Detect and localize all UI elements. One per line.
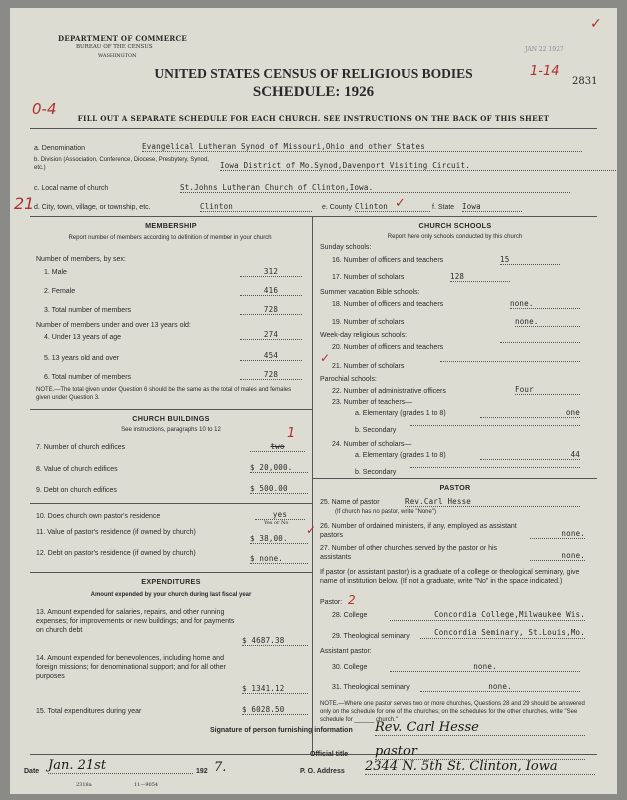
row10-label: 10. Does church own pastor's residence xyxy=(36,513,161,520)
instruction-line: FILL OUT A SEPARATE SCHEDULE FOR EACH CHURCH. SEE INSTRUCTIONS ON THE BACK OF THIS SHEET xyxy=(77,114,550,123)
row21-value xyxy=(440,361,580,362)
row1-value: 312 xyxy=(240,267,302,277)
row29-label: 29. Theological seminary xyxy=(332,633,410,640)
row16-value: 15 xyxy=(500,255,560,265)
year-prefix: 192 xyxy=(196,768,208,775)
city-label: d. City, town, village, or township, etc. xyxy=(34,204,151,211)
row23a-label: a. Elementary (grades 1 to 8) xyxy=(355,410,446,417)
row24a-label: a. Elementary (grades 1 to 8) xyxy=(355,452,446,459)
row23a-value: one xyxy=(480,408,580,418)
county-label: e. County xyxy=(322,204,352,211)
row28-label: 28. College xyxy=(332,612,368,619)
department-name: DEPARTMENT OF COMMERCE xyxy=(58,34,187,43)
schedule-title: SCHEDULE: 1926 xyxy=(252,84,375,100)
form-title: UNITED STATES CENSUS OF RELIGIOUS BODIES xyxy=(154,66,473,81)
row9-label: 9. Debt on church edifices xyxy=(36,487,117,494)
row24b-label: b. Secondary xyxy=(355,469,397,476)
denomination-value: Evangelical Lutheran Synod of Missouri,Ohio and other States xyxy=(142,142,582,152)
city-name: WASHINGTON xyxy=(98,53,137,59)
row31-value: none. xyxy=(420,682,580,692)
row14-value: $ 1341.12 xyxy=(242,684,308,694)
row23b-label: b. Secondary xyxy=(355,427,397,434)
pastor-check-mark: ✓ xyxy=(306,523,317,537)
bureau-name: BUREAU OF THE CENSUS xyxy=(76,44,153,50)
row11-label: 11. Value of pastor's residence (if owned by church) xyxy=(36,529,196,536)
row22-label: 22. Number of administrative officers xyxy=(332,388,446,395)
state-value: Iowa xyxy=(462,202,522,212)
buildings-head: CHURCH BUILDINGS xyxy=(132,414,210,423)
row13-label: 13. Amount expended for salaries, repairs, and other running expenses; for improvements or new buildings; and for payments on church debt xyxy=(36,609,235,634)
schools-head: CHURCH SCHOOLS xyxy=(418,221,492,230)
schools-check-mark: ✓ xyxy=(320,351,331,365)
graduate-note: If pastor (or assistant pastor) is a graduate of a college or theological seminary, give name of institution below. (If not a graduate, write "No" in the space indicated.) xyxy=(320,569,580,585)
row27-label: 27. Number of other churches served by the pastor or his assistants xyxy=(320,545,498,561)
row18-label: 18. Number of officers and teachers xyxy=(332,301,444,308)
row7-label: 7. Number of church edifices xyxy=(36,444,126,451)
row18-value: none. xyxy=(510,299,580,309)
row17-label: 17. Number of scholars xyxy=(332,274,405,281)
row27-value: none. xyxy=(530,551,585,561)
city-value: Clinton xyxy=(200,202,312,212)
membership-note: NOTE.—The total given under Question 6 should be the same as the total of males and females given under Question 3. xyxy=(36,387,292,401)
row24b-value xyxy=(410,467,580,468)
signature-value: Rev. Carl Hesse xyxy=(375,720,585,736)
membership-sub: Report number of members according to definition of member in your church xyxy=(68,235,272,241)
pastor-sublabel: Pastor: xyxy=(320,599,343,606)
pastor-hand-mark: 2 xyxy=(348,593,356,607)
yes-no-hint: Yes or No xyxy=(264,520,289,526)
print-number: 11—9054 xyxy=(134,782,159,788)
year-value: 7. xyxy=(214,760,227,775)
address-value: 2344 N. 5th St. Clinton, Iowa xyxy=(365,759,595,775)
local-name-value: St.Johns Lutheran Church of Clinton,Iowa. xyxy=(180,183,570,193)
row19-label: 19. Number of scholars xyxy=(332,319,405,326)
check-mark-top: ✓ xyxy=(590,16,602,32)
row26-value: none. xyxy=(530,529,585,539)
by-sex-label: Number of members, by sex: xyxy=(36,256,126,263)
parochial-label: Parochial schools: xyxy=(320,376,377,383)
date-value: Jan. 21st xyxy=(48,758,193,774)
vacation-label: Summer vacation Bible schools: xyxy=(320,289,420,296)
membership-head: MEMBERSHIP xyxy=(145,221,197,230)
hand-left-mark: 0-4 xyxy=(32,100,57,118)
row8-value: $ 20,000. xyxy=(250,463,308,473)
hand-top-right: 1-14 xyxy=(530,64,560,79)
row23b-value xyxy=(410,425,580,426)
buildings-hand-mark: 1 xyxy=(287,426,296,441)
row4-value: 274 xyxy=(240,330,302,340)
row19-value: none. xyxy=(515,317,580,327)
county-value: Clinton xyxy=(355,202,430,212)
row25-value: Rev.Carl Hesse xyxy=(405,497,580,507)
row21-label: 21. Number of scholars xyxy=(332,363,405,370)
row8-label: 8. Value of church edifices xyxy=(36,466,118,473)
row25-label: 25. Name of pastor xyxy=(320,499,380,506)
pastor-head: PASTOR xyxy=(439,483,471,492)
row11-value: $ 38,00. xyxy=(250,534,308,544)
denomination-label: a. Denomination xyxy=(34,145,85,152)
row26-label: 26. Number of ordained ministers, if any, employed as assistant pastors xyxy=(320,523,517,539)
row2-label: 2. Female xyxy=(44,288,76,295)
row31-label: 31. Theological seminary xyxy=(332,684,410,691)
expenditures-head: EXPENDITURES xyxy=(141,577,201,586)
row12-value: $ none. xyxy=(250,554,308,564)
title-label: Official title xyxy=(310,751,349,758)
address-label: P. O. Address xyxy=(300,768,345,775)
hand-margin-number: 21 xyxy=(14,194,35,213)
row30-label: 30. College xyxy=(332,664,368,671)
row30-value: none. xyxy=(390,662,580,672)
row16-label: 16. Number of officers and teachers xyxy=(332,257,444,264)
title-value: pastor xyxy=(375,744,585,760)
row6-value: 728 xyxy=(240,370,302,380)
row13-value: $ 4687.38 xyxy=(242,636,308,646)
expenditures-sub: Amount expended by your church during last fiscal year xyxy=(90,592,252,598)
row24a-value: 44 xyxy=(480,450,580,460)
row6-label: 6. Total number of members xyxy=(44,374,132,381)
row14-label: 14. Amount expended for benevolences, including home and foreign missions; for denominational support; and for all other purposes xyxy=(36,655,226,680)
row22-value: Four xyxy=(515,385,580,395)
row9-value: $ 500.00 xyxy=(250,484,308,494)
weekday-label: Week-day religious schools: xyxy=(320,332,408,339)
row2-value: 416 xyxy=(240,286,302,296)
row4-label: 4. Under 13 years of age xyxy=(44,334,122,341)
row23-label: 23. Number of teachers— xyxy=(332,399,413,406)
assistant-sublabel: Assistant pastor: xyxy=(320,648,372,655)
schools-sub: Report here only schools conducted by this church xyxy=(387,234,523,240)
row7-value: two xyxy=(250,442,305,452)
census-schedule-sheet xyxy=(10,8,617,794)
row17-value: 128 xyxy=(450,272,510,282)
pastor-note: NOTE.—Where one pastor serves two or more churches, Questions 28 and 29 should be answered only on the schedule for one of the churches; on the schedules for the other churches, write "See schedule for ______ church." xyxy=(320,701,585,723)
local-name-label: c. Local name of church xyxy=(34,185,109,192)
row15-label: 15. Total expenditures during year xyxy=(36,708,142,715)
row20-label: 20. Number of officers and teachers xyxy=(332,344,444,351)
row28-value: Concordia College,Milwaukee Wis. xyxy=(390,610,585,621)
row1-label: 1. Male xyxy=(44,269,67,276)
row29-value: Concordia Seminary, St.Louis,Mo. xyxy=(420,628,585,639)
form-number: 2318a xyxy=(76,782,92,788)
row5-value: 454 xyxy=(240,351,302,361)
file-number: 2831 xyxy=(572,76,598,87)
division-value: Iowa District of Mo.Synod,Davenport Visiting Circuit. xyxy=(220,161,617,171)
row15-value: $ 6028.50 xyxy=(242,705,308,715)
row20-value xyxy=(500,342,580,343)
date-label: Date xyxy=(24,768,40,775)
age-head-label: Number of members under and over 13 years old: xyxy=(36,322,191,329)
row24-label: 24. Number of scholars— xyxy=(332,441,412,448)
row3-label: 3. Total number of members xyxy=(44,307,132,314)
row10-value: yes xyxy=(255,510,305,520)
buildings-sub: See instructions, paragraphs 10 to 12 xyxy=(121,427,221,433)
sunday-label: Sunday schools: xyxy=(320,244,372,251)
row3-value: 728 xyxy=(240,305,302,315)
division-label: b. Division (Association, Conference, Diocese, Presbytery, Synod, etc.) xyxy=(34,157,209,171)
signature-label: Signature of person furnishing information xyxy=(210,727,353,734)
row5-label: 5. 13 years old and over xyxy=(44,355,120,362)
received-stamp: JAN 22 1927 xyxy=(525,46,564,53)
row12-label: 12. Debt on pastor's residence (if owned by church) xyxy=(36,550,196,557)
state-label: f. State xyxy=(432,204,455,211)
row25-hint: (If church has no pastor, write "None") xyxy=(335,509,436,515)
county-check-mark: ✓ xyxy=(395,196,406,211)
